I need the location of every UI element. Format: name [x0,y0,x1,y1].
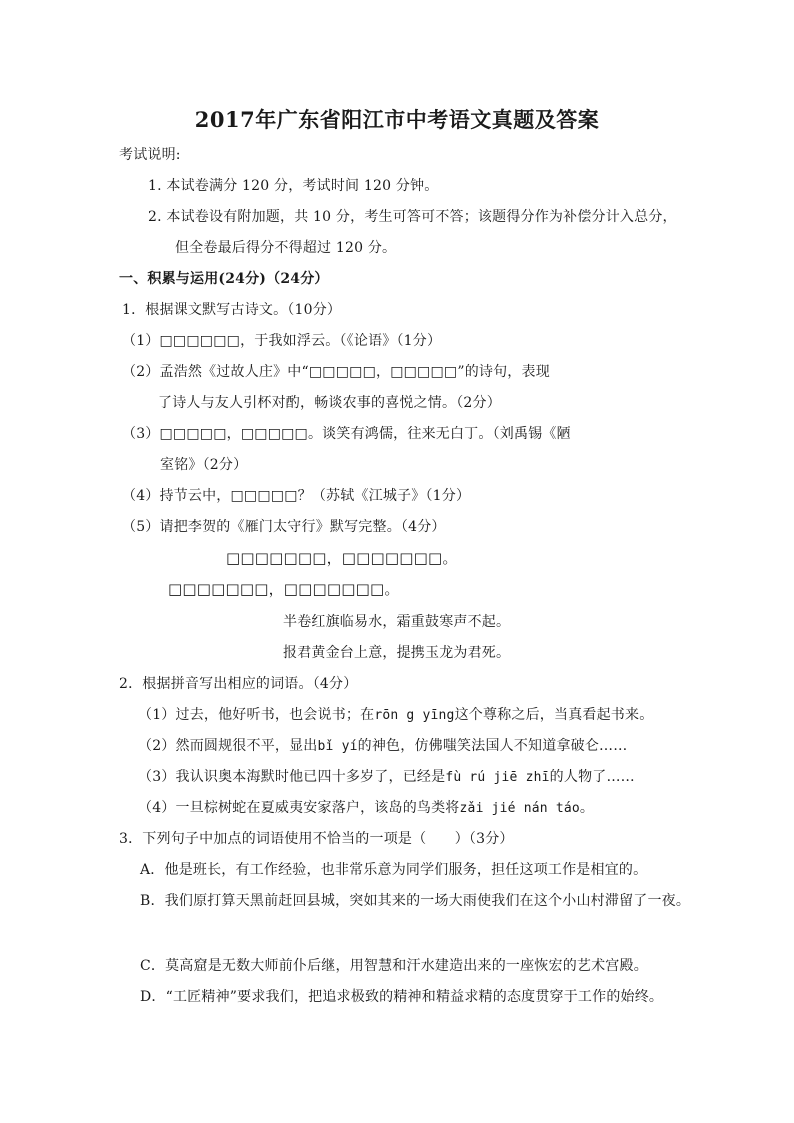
pinyin: zǎi jié nán táo [459,801,580,816]
question-1-stem: 1．根据课文默写古诗文。（10分） [122,302,342,318]
sentence-text: 的人物了…… [549,769,635,785]
sentence-text: 的神色，仿佛嗤笑法国人不知道拿破仑…… [357,738,628,754]
question-3-option-a: A．他是班长，有工作经验，也非常乐意为同学们服务，担任这项工作是相宜的。 [140,862,648,878]
question-1-part-2-line-1: （2）孟浩然《过故人庄》中“□□□□□，□□□□□”的诗句，表现 [122,364,550,380]
question-1-part-1: （1）□□□□□□，于我如浮云。（《论语》（1分） [122,333,442,349]
pinyin: fù rú jiē zhī [445,770,550,785]
instruction-item-2-line-2: 但全卷最后得分不得超过 120 分。 [175,240,397,256]
question-2-sentence-2 [138,736,627,757]
question-2-sentence-3 [138,767,635,788]
question-2-sentence-4 [138,798,594,819]
instruction-item-1: 1. 本试卷满分 120 分，考试时间 120 分钟。 [148,178,439,194]
sentence-text: （4）一旦棕树蛇在夏威夷安家落户，该岛的鸟类将 [138,800,460,816]
question-2-stem: 2．根据拼音写出相应的词语。（4分） [119,676,358,692]
poem-line-2: □□□□□□□，□□□□□□□。 [168,580,400,598]
question-1-part-3-line-1: （3）□□□□□，□□□□□。谈笑有鸿儒，往来无白丁。（刘禹锡《陋 [122,426,571,442]
question-1-part-3-line-2: 室铭》（2分） [160,457,248,473]
page-title: 2017年广东省阳江市中考语文真题及答案 [194,107,600,132]
poem-line-4: 报君黄金台上意，提携玉龙为君死。 [283,645,511,661]
question-1-part-2-line-2: 了诗人与友人引杯对酌，畅谈农事的喜悦之情。（2分） [158,395,501,411]
question-3-option-b: B．我们原打算天黑前赶回县城，突如其来的一场大雨使我们在这个小山村滞留了一夜。 [140,893,691,909]
pinyin: rōn g yīng [374,708,455,723]
question-2-sentence-1 [138,705,653,726]
question-1-part-4: （4）持节云中，□□□□□？（苏轼《江城子》（1分） [122,488,471,504]
poem-line-3: 半卷红旗临易水，霜重鼓寒声不起。 [283,614,511,630]
sentence-text: 这个尊称之后，当真看起书来。 [454,707,654,723]
sentence-text: 。 [579,800,595,816]
sentence-text: （1）过去，他好听书，也会说书；在 [138,707,375,723]
question-3-option-d: D．“工匠精神”要求我们，把追求极致的精神和精益求精的态度贯穿于工作的始终。 [140,989,664,1005]
sentence-text: （2）然而圆规很不平，显出 [138,738,318,754]
question-3-stem: 3．下列句子中加点的词语使用不恰当的一项是（ ）（3分） [119,831,514,847]
pinyin: bǐ yí [317,739,358,754]
sentence-text: （3）我认识奥本海默时他已四十多岁了，已经是 [138,769,446,785]
instruction-item-2-line-1: 2. 本试卷设有附加题，共 10 分，考生可答可不答；该题得分作为补偿分计入总分， [148,209,677,225]
question-1-part-5: （5）请把李贺的《雁门太守行》默写完整。（4分） [122,519,446,535]
instructions-heading: 考试说明: [119,147,181,163]
section-1-heading: 一、积累与运用(24分)（24分） [119,271,329,287]
poem-line-1: □□□□□□□，□□□□□□□。 [226,549,458,567]
question-3-option-c: C．莫高窟是无数大师前仆后继，用智慧和汗水建造出来的一座恢宏的艺术宫殿。 [140,958,648,974]
